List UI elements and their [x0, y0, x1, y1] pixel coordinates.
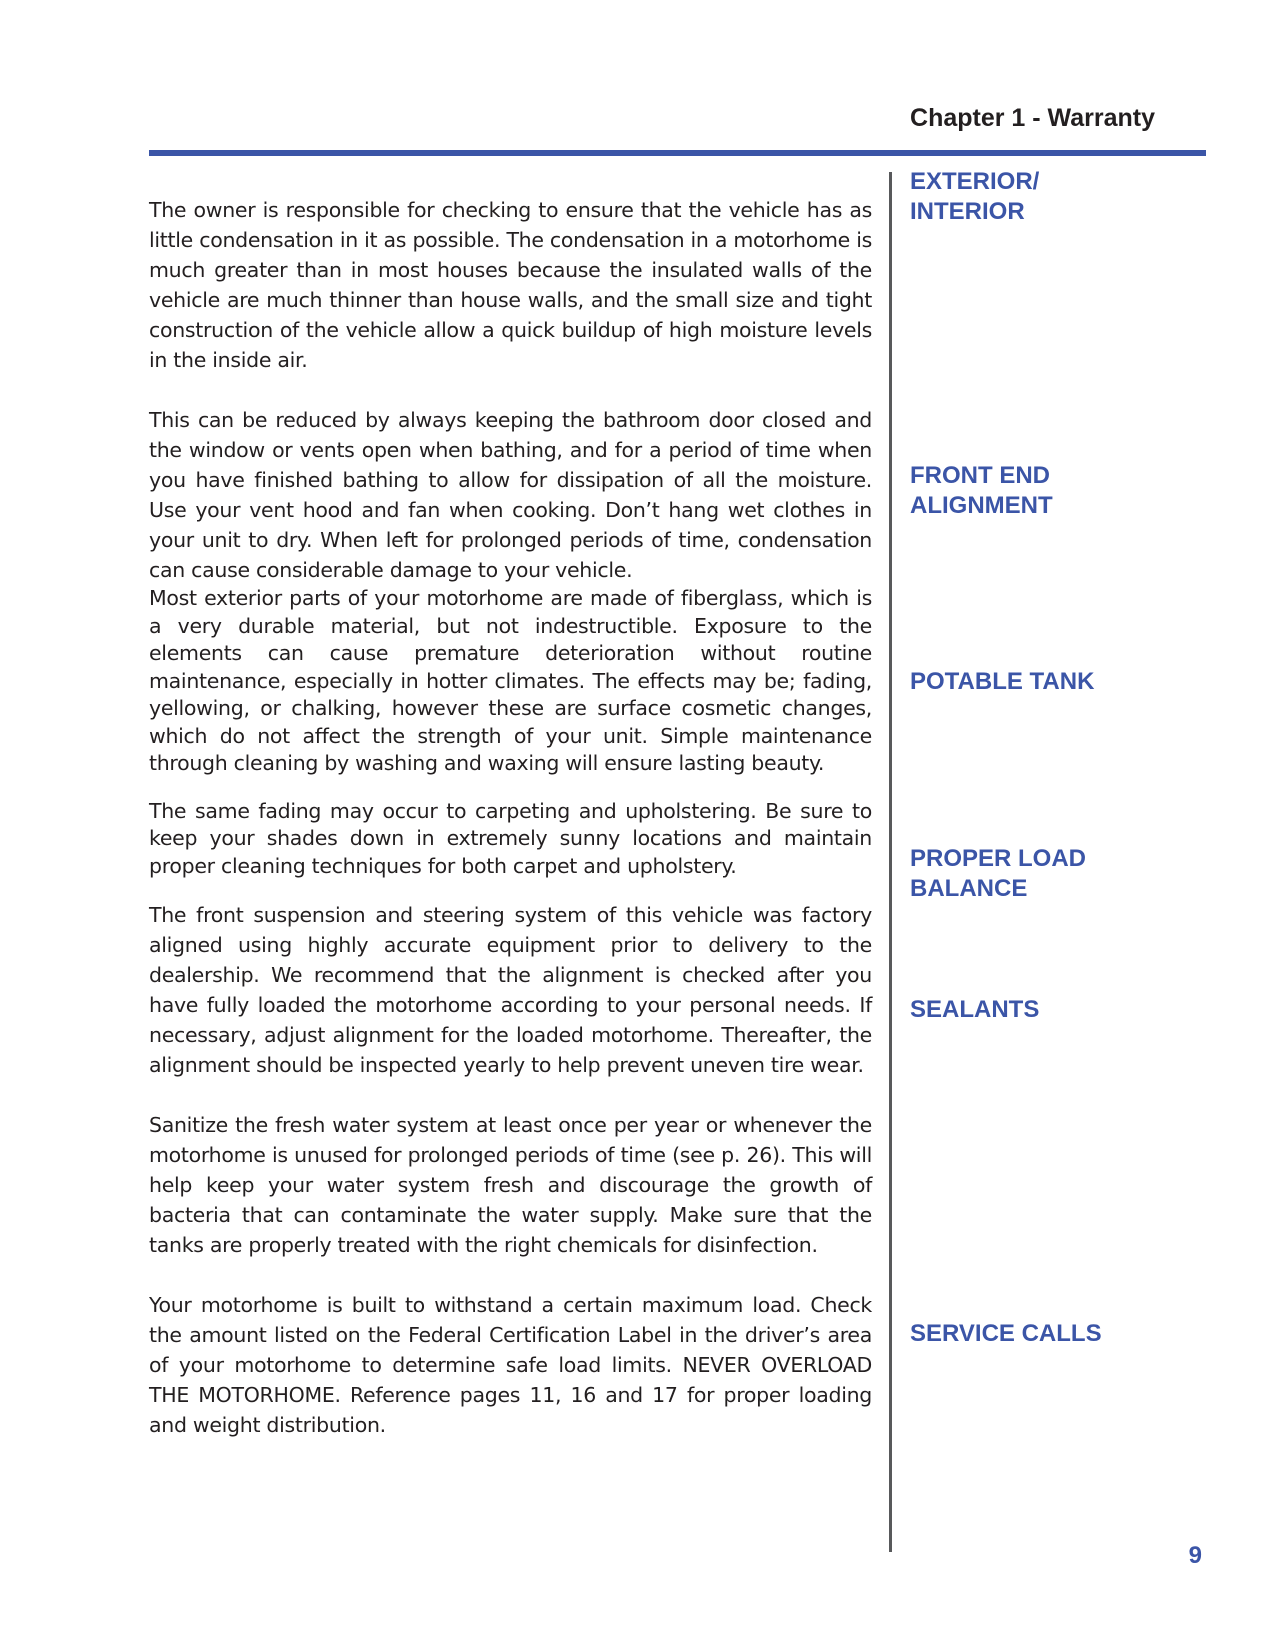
side-heading-exterior-interior: EXTERIOR/ INTERIOR [910, 168, 1040, 225]
paragraph-load-balance: Your motorhome is built to withstand a certain maximum load. Check the amount listed on the Federal Certification Label in the driver’s area of your motorhome to determine safe load limits. NEVER OVERLOAD THE MOTORHOME. Reference pages 11, 16 and 17 for proper loading and weight distribution. [149, 1293, 872, 1437]
paragraph-potable-tank: Sanitize the fresh water system at least once per year or whenever the motorhome is unused for prolonged periods of time (see p. 26). This will help keep your water system fresh and discourage the growth of bacteria that can contaminate the water supply. Make sure that the tanks are properly treated with the right chemicals for disinfection. [149, 1113, 872, 1257]
side-heading-sealants: SEALANTS [910, 996, 1040, 1023]
paragraph-condensation-reduce: This can be reduced by always keeping the bathroom door closed and the window or vents open when bathing, and for a period of time when you have finished bathing to allow for dissipation of all the moisture. Use your vent hood and fan when cooking. Don’t hang wet clothes in your unit to dry. When left for prolonged periods of time, condensation can cause considerable damage to your vehicle. [149, 408, 872, 582]
paragraph-interior: The same fading may occur to carpeting and upholstering. Be sure to keep your shades down in extremely sunny locations and maintain proper cleaning techniques for both carpet and upholstery. [149, 798, 872, 878]
chapter-title: Chapter 1 - Warranty [910, 104, 1155, 132]
side-heading-proper-load-balance: PROPER LOAD BALANCE [910, 845, 1087, 902]
side-heading-service-calls: SERVICE CALLS [910, 1320, 1102, 1347]
side-heading-potable-tank: POTABLE TANK [910, 668, 1095, 695]
body-text [149, 195, 872, 1440]
page-number: 9 [1188, 1542, 1202, 1569]
paragraph-condensation: The owner is responsible for checking to ensure that the vehicle has as little condensation in it as possible. The condensation in a motorhome is much greater than in most houses because the insulated walls of the vehicle are much thinner than house walls, and the small size and tight construction of the vehicle allow a quick buildup of high moisture levels in the inside air. [149, 198, 872, 372]
side-heading-front-end-alignment: FRONT END ALIGNMENT [910, 462, 1053, 519]
header-rule [149, 150, 1206, 156]
paragraph-alignment: The front suspension and steering system of this vehicle was factory aligned using highly accurate equipment prior to delivery to the dealership. We recommend that the alignment is checked after you have fully loaded the motorhome according to your personal needs. If necessary, adjust alignment for the loaded motorhome. Thereafter, the alignment should be inspected yearly to help prevent uneven tire wear. [149, 903, 872, 1077]
column-divider [889, 172, 892, 1552]
paragraph-exterior: Most exterior parts of your motorhome are made of fiberglass, which is a very durable material, but not indestructible. Exposure to the elements can cause premature deterioration without routine maintenance, especially in hotter climates. The effects may be; fading, yellowing, or chalking, however these are surface cosmetic changes, which do not affect the strength of your unit. Simple maintenance through cleaning by washing and waxing will ensure lasting beauty. [149, 586, 872, 775]
